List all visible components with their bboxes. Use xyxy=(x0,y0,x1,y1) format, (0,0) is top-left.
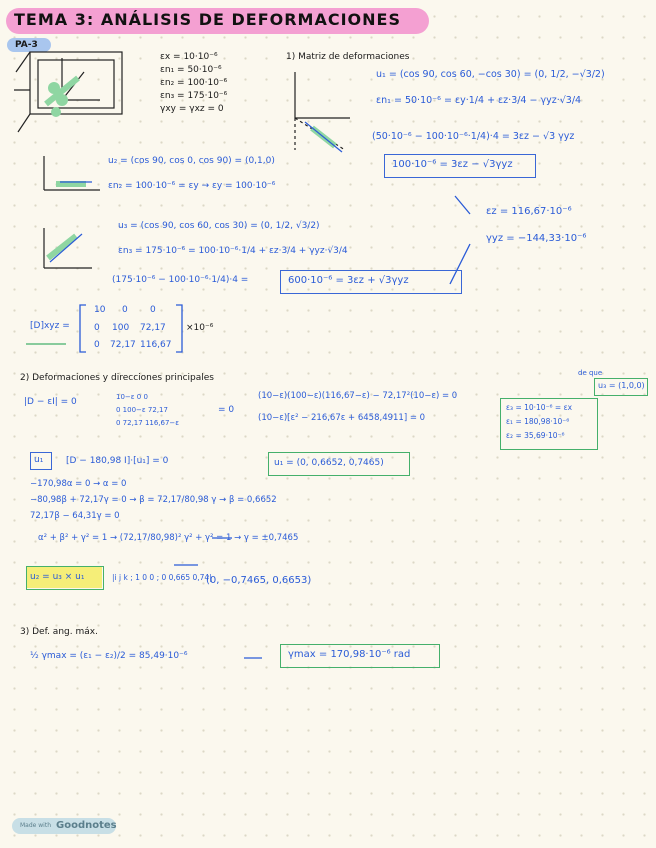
system-eq-3: 72,17β − 64,31γ = 0 xyxy=(30,511,120,521)
goodnotes-brand: Goodnotes xyxy=(56,820,117,831)
matrix-r2c1: 0 xyxy=(94,323,100,333)
section1-heading: 1) Matriz de deformaciones xyxy=(286,52,410,62)
problem-tag-label: PA-3 xyxy=(15,40,38,50)
strain-matrix-label: [D]xyz = xyxy=(30,321,70,331)
u2-cross-definition: u₂ = u₃ × u₁ xyxy=(30,572,85,582)
det-row-2: 0 100−ε 72,17 xyxy=(116,406,168,414)
u1-definition: u₁ = (cos 90, cos 60, −cos 30) = (0, 1/2, −√3/2) xyxy=(376,69,605,80)
det-row-3: 0 72,17 116,67−ε xyxy=(116,419,180,427)
matrix-r1c1: 10 xyxy=(94,305,106,315)
result-eps-z: εz = 116,67·10⁻⁶ xyxy=(486,206,572,217)
page-title: TEMA 3: ANÁLISIS DE DEFORMACIONES xyxy=(14,10,401,29)
en2-equation: εn₂ = 100·10⁻⁶ = εy → εy = 100·10⁻⁶ xyxy=(108,181,276,191)
section3-heading: 3) Def. ang. máx. xyxy=(20,627,98,637)
poly-2: (10−ε)[ε² − 216,67ε + 6458,4911] = 0 xyxy=(258,413,426,423)
poly-1: (10−ε)(100−ε)(116,67−ε) − 72,17²(10−ε) = 0 xyxy=(258,391,458,401)
system-eq-2: −80,98β + 72,17γ = 0 → β = 72,17/80,98 γ → β = 0,6652 xyxy=(30,495,277,505)
gamma-max-equation: ½ γmax = (ε₁ − ε₂)/2 = 85,49·10⁻⁶ xyxy=(30,651,188,661)
matrix-r1c2: 0 xyxy=(122,305,128,315)
goodnotes-badge xyxy=(12,818,116,834)
eigenvalue-1: ε₁ = 180,98·10⁻⁶ xyxy=(506,417,570,426)
matrix-r3c1: 0 xyxy=(94,340,100,350)
given-eps-n3: εn₃ = 175·10⁻⁶ xyxy=(160,91,228,101)
matrix-factor: ×10⁻⁶ xyxy=(186,323,214,333)
en3-rearranged: (175·10⁻⁶ − 100·10⁻⁶·1/4)·4 = xyxy=(112,275,249,285)
u1-equation: [D − 180,98 I]·[u₁] = 0 xyxy=(66,456,169,466)
note-label: de que xyxy=(578,369,603,377)
u2-definition: u₂ = (cos 90, cos 0, cos 90) = (0,1,0) xyxy=(108,156,275,166)
system-eq-1: −170,98α = 0 → α = 0 xyxy=(30,479,127,489)
cross-product-det: |i j k ; 1 0 0 ; 0 0,665 0,74| xyxy=(112,573,212,582)
result-box-1-text: 100·10⁻⁶ = 3εz − √3γyz xyxy=(392,159,513,170)
given-eps-n2: εn₂ = 100·10⁻⁶ xyxy=(160,78,228,88)
result-box-2-text: 600·10⁻⁶ = 3εz + √3γyz xyxy=(288,275,409,286)
given-eps-n1: εn₁ = 50·10⁻⁶ xyxy=(160,65,222,75)
en1-equation: εn₁ = 50·10⁻⁶ = εy·1/4 + εz·3/4 − γyz·√3/4 xyxy=(376,95,582,106)
matrix-r1c3: 0 xyxy=(150,305,156,315)
u3-definition: u₃ = (cos 90, cos 60, cos 30) = (0, 1/2, √3/2) xyxy=(118,221,320,231)
matrix-r3c2: 72,17 xyxy=(110,340,136,350)
given-eps-x: εx = 10·10⁻⁶ xyxy=(160,52,218,62)
gamma-max-result: γmax = 170,98·10⁻⁶ rad xyxy=(288,649,411,660)
det-condition: |D − εI| = 0 xyxy=(24,397,77,407)
note-box-text: u₃ = (1,0,0) xyxy=(598,381,645,390)
en1-rearranged: (50·10⁻⁶ − 100·10⁻⁶·1/4)·4 = 3εz − √3 γyz xyxy=(372,131,575,142)
u1-result: u₁ = (0, 0,6652, 0,7465) xyxy=(274,458,384,468)
u2-result: (0, −0,7465, 0,6653) xyxy=(206,575,312,586)
u1-label: u₁ xyxy=(34,455,44,465)
det-equals: = 0 xyxy=(218,405,235,415)
made-with-label: Made with xyxy=(20,822,51,829)
normalization: α² + β² + γ² = 1 → (72,17/80,98)² γ² + γ² = 1 → γ = ±0,7465 xyxy=(38,533,299,543)
eigenvalue-3: ε₃ = 10·10⁻⁶ = εx xyxy=(506,403,573,412)
matrix-r2c2: 100 xyxy=(112,323,130,333)
det-row-1: 10−ε 0 0 xyxy=(116,393,148,401)
section2-heading: 2) Deformaciones y direcciones principales xyxy=(20,373,214,383)
en3-equation: εn₃ = 175·10⁻⁶ = 100·10⁻⁶·1/4 + εz·3/4 + γyz·√3/4 xyxy=(118,246,348,256)
result-gamma-yz: γyz = −144,33·10⁻⁶ xyxy=(486,233,587,244)
given-gamma: γxy = γxz = 0 xyxy=(160,104,224,114)
matrix-r2c3: 72,17 xyxy=(140,323,166,333)
eigenvalue-2: ε₂ = 35,69·10⁻⁶ xyxy=(506,431,565,440)
matrix-r3c3: 116,67 xyxy=(140,340,172,350)
